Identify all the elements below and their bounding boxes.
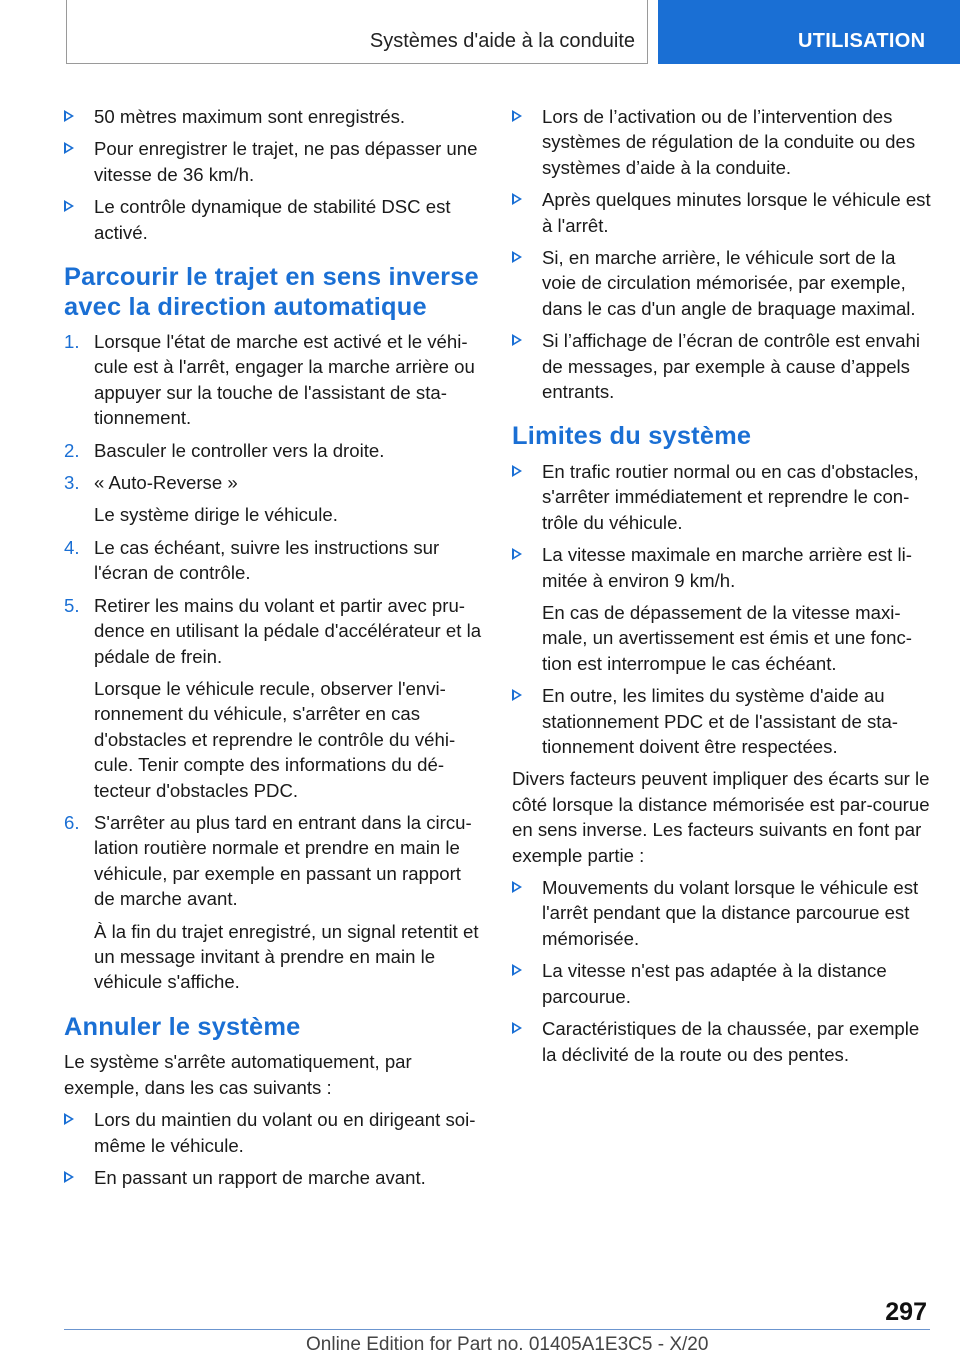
triangle-bullet-icon <box>512 251 522 263</box>
page-number: 297 <box>885 1298 927 1326</box>
step-number: 2. <box>64 439 80 461</box>
bullet-text: Pour enregistrer le trajet, ne pas dépasser une vitesse de 36 km/h. <box>94 138 478 185</box>
bullet-text: 50 mètres maximum sont enregistrés. <box>94 106 406 127</box>
step-text: « Auto-Reverse » <box>94 472 238 494</box>
footer-edition <box>306 1334 708 1356</box>
step-item <box>64 810 482 995</box>
step-item <box>64 535 482 586</box>
bullet-item <box>64 1107 482 1158</box>
bullet-item <box>64 136 482 187</box>
triangle-bullet-icon <box>64 1171 74 1183</box>
triangle-bullet-icon <box>512 548 522 560</box>
step-item <box>64 438 482 463</box>
section-heading-limits: Limites du système <box>512 422 752 451</box>
bullet-text: Après quelques minutes lorsque le véhicule est à l'arrêt. <box>542 189 931 236</box>
step-text: S'arrêter au plus tard en entrant dans la circu-lation routière normale et prendre en main le véhicule, par exemple en passant un rapport de marche avant. <box>94 811 472 910</box>
bullet-item <box>64 104 482 129</box>
step-text: Retirer les mains du volant et partir avec pru-dence en utilisant la pédale d'accélérateur et la pédale de frein. <box>94 594 482 667</box>
triangle-bullet-icon <box>512 881 522 893</box>
edition-text: Online Edition for Part no. 01405A1E3C5 - X/20 <box>306 1334 709 1355</box>
chapter-tab[interactable] <box>658 0 960 64</box>
bullet-item <box>512 875 932 951</box>
step-number: 6. <box>64 811 80 833</box>
bullet-text: Si l’affichage de l’écran de contrôle est envahi de messages, par exemple à cause d’appels entrants. <box>542 330 920 403</box>
bullet-item <box>64 1165 482 1190</box>
bullet-text: La vitesse n'est pas adaptée à la distance parcourue. <box>542 960 887 1007</box>
bullet-text: En passant un rapport de marche avant. <box>94 1166 426 1188</box>
bullet-text: Mouvements du volant lorsque le véhicule est l'arrêt pendant que la distance parcourue est mémorisée. <box>542 877 919 949</box>
step-number: 3. <box>64 472 80 494</box>
header-section-box <box>66 0 648 64</box>
triangle-bullet-icon <box>512 964 522 976</box>
bullet-text: Si, en marche arrière, le véhicule sort de la voie de circulation mémorisée, par exemple, dans le cas d'un angle de braquage maximal. <box>542 247 916 319</box>
triangle-bullet-icon <box>512 1022 522 1034</box>
section-title: Systèmes d'aide à la conduite <box>369 30 635 52</box>
step-text: Lorsque l'état de marche est activé et le véhi-cule est à l'arrêt, engager la marche arrière ou appuyer sur la touche de l'assistant de sta-tionnement. <box>94 331 475 429</box>
step-item <box>64 470 482 528</box>
step-note: Lorsque le véhicule recule, observer l'envi-ronnement du véhicule, s'arrêter en cas d'obstacles et reprendre le contrôle du véhi-cule. Tenir compte des informations du dé-tecteur d'obstacles PDC. <box>94 677 456 801</box>
bullet-note: En cas de dépassement de la vitesse maxi-male, un avertissement est émis et une fonc-tion est interrompue le cas échéant. <box>542 602 912 674</box>
factors-paragraph: Divers facteurs peuvent impliquer des écarts sur le côté lorsque la distance mémorisée est par-courue en sens inverse. Les facteurs suivants en font par exemple partie : <box>512 768 930 866</box>
step-note: À la fin du trajet enregistré, un signal retentit et un message invitant à prendre en main le véhicule s'affiche. <box>94 920 479 993</box>
step-note: Le système dirige le véhicule. <box>94 504 338 526</box>
bullet-item <box>512 542 932 676</box>
bullet-text: Lors du maintien du volant ou en dirigeant soi-même le véhicule. <box>94 1109 476 1156</box>
bullet-item <box>512 683 932 759</box>
bullet-item <box>512 245 932 321</box>
bullet-item <box>512 187 932 238</box>
step-number: 5. <box>64 594 80 616</box>
bullet-item <box>512 104 932 180</box>
bullet-item <box>64 194 482 245</box>
triangle-bullet-icon <box>512 689 522 701</box>
step-item <box>64 329 482 431</box>
section-heading-reverse: Parcourir le trajet en sens inverse avec la direction automatique <box>64 263 479 321</box>
bullet-text: En trafic routier normal ou en cas d'obstacles, s'arrêter immédiatement et reprendre le con-trôle du véhicule. <box>542 460 919 533</box>
triangle-bullet-icon <box>512 110 522 122</box>
bullet-item <box>512 459 932 535</box>
bullet-item <box>512 1016 932 1067</box>
bullet-text: En outre, les limites du système d'aide au stationnement PDC et de l'assistant de sta-tionnement doivent être respectées. <box>542 685 898 758</box>
step-text: Le cas échéant, suivre les instructions sur l'écran de contrôle. <box>94 536 440 584</box>
bullet-text: Le contrôle dynamique de stabilité DSC est activé. <box>94 196 451 243</box>
triangle-bullet-icon <box>512 334 522 346</box>
triangle-bullet-icon <box>64 1113 74 1125</box>
right-column <box>512 104 932 1074</box>
footer-divider <box>64 1329 930 1330</box>
section-heading-cancel: Annuler le système <box>64 1012 301 1041</box>
step-item <box>64 593 482 803</box>
triangle-bullet-icon <box>512 465 522 477</box>
step-number: 4. <box>64 536 80 558</box>
bullet-text: Lors de l’activation ou de l’intervention des systèmes de régulation de la conduite ou des systèmes d’aide à la conduite. <box>542 106 916 178</box>
step-number: 1. <box>64 331 80 353</box>
chapter-tab-label: UTILISATION <box>798 30 926 52</box>
left-column <box>64 104 482 1197</box>
bullet-item <box>512 958 932 1009</box>
triangle-bullet-icon <box>64 110 74 122</box>
bullet-text: La vitesse maximale en marche arrière est li-mitée à environ 9 km/h. <box>542 544 912 591</box>
cancel-intro: Le système s'arrête automatiquement, par exemple, dans les cas suivants : <box>64 1051 412 1098</box>
triangle-bullet-icon <box>64 142 74 154</box>
triangle-bullet-icon <box>64 200 74 212</box>
bullet-text: Caractéristiques de la chaussée, par exemple la déclivité de la route ou des pentes. <box>542 1018 920 1065</box>
bullet-item <box>512 328 932 404</box>
step-text: Basculer le controller vers la droite. <box>94 439 385 461</box>
triangle-bullet-icon <box>512 193 522 205</box>
